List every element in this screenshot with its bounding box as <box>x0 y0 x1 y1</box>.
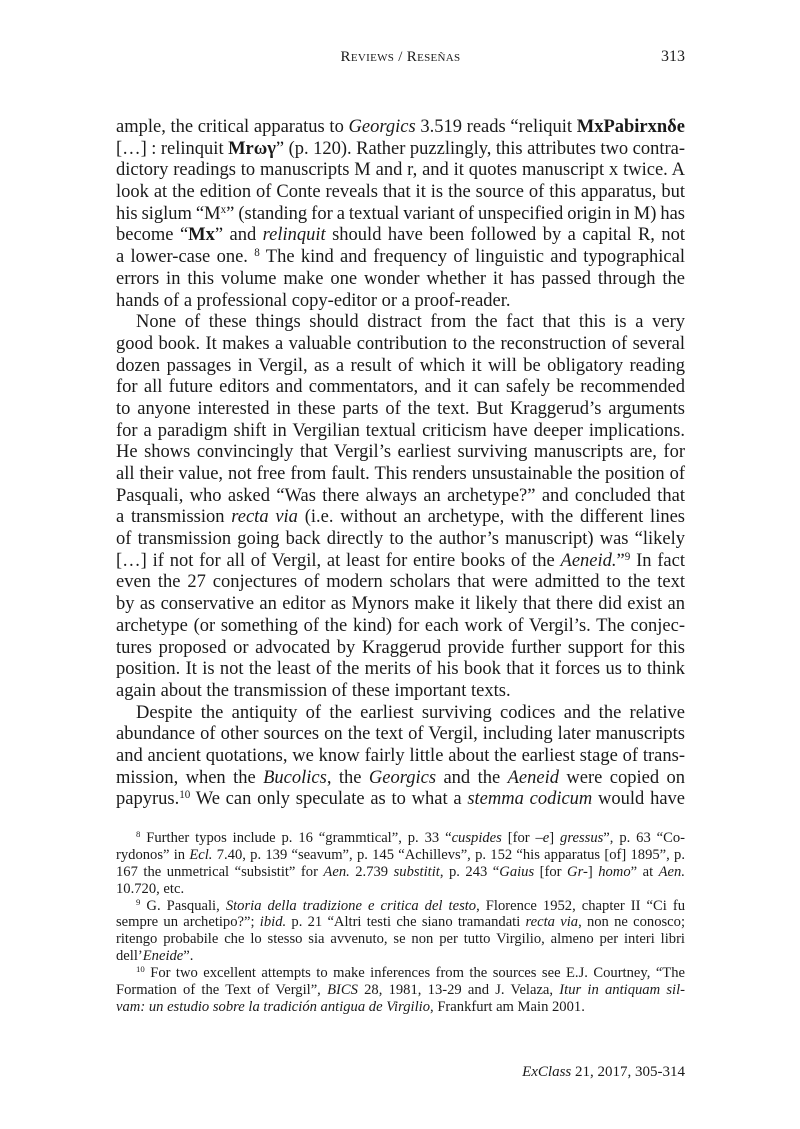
text-run: 3.519 reads “reliquit <box>415 117 577 137</box>
text-run: ” and <box>214 225 263 246</box>
italic-text: Gr- <box>567 863 588 880</box>
italic-text: recta via <box>231 507 298 528</box>
text-line <box>116 703 685 725</box>
text-run: of transmission going back directly to the author’s manuscript) was “likely <box>116 529 685 550</box>
text-run: p. 21 “Altri testi che siano tramandati <box>286 914 526 931</box>
text-run: even the 27 conjectures of modern scholars that were admitted to the text <box>116 572 685 593</box>
text-line <box>116 507 685 529</box>
text-run: ”. <box>183 948 194 965</box>
text-run: […] : relinquit <box>116 138 229 159</box>
text-run: become “ <box>116 225 189 246</box>
text-line <box>116 377 685 399</box>
text-run: rydonos” in <box>116 846 190 863</box>
body-text <box>116 117 685 811</box>
bold-text: Mx <box>188 225 215 246</box>
text-line <box>116 659 685 681</box>
italic-text: ibid. <box>259 914 287 931</box>
text-line <box>116 204 685 226</box>
text-run: tures proposed or advocated by Kraggerud provide further support for this <box>116 637 685 658</box>
text-line <box>116 442 685 464</box>
text-run: ] <box>587 863 599 880</box>
italic-text: cuspides <box>451 830 502 846</box>
text-line <box>116 464 685 486</box>
footnote-ref: 10 <box>179 789 191 802</box>
footnote <box>116 830 685 898</box>
text-run: He shows convincingly that Vergil’s earliest surviving manuscripts are, for <box>116 442 685 463</box>
italic-text: Aen. <box>323 863 350 880</box>
italic-text: Georgics <box>368 767 437 788</box>
text-line <box>116 999 685 1016</box>
text-run: 2.739 <box>349 863 394 880</box>
text-line <box>116 160 685 182</box>
text-run: For two excellent attempts to make inferences from the sources see E.J. Courtney, “The <box>144 965 685 982</box>
text-run: ” at <box>630 863 659 880</box>
text-run: good book. It makes a valuable contribution to the reconstruction of several <box>116 333 685 354</box>
text-run: 7.40, p. 139 “seavum”, p. 145 “Achillevs”, p. 152 “his apparatus [of] 1895”, p. <box>212 846 685 863</box>
text-line <box>116 594 685 616</box>
italic-text: stemma codicum <box>467 789 593 810</box>
footnote-ref: 9 <box>624 550 631 563</box>
text-line <box>116 931 685 948</box>
text-line <box>116 881 685 898</box>
footnote-ref: 9 <box>136 896 141 907</box>
italic-text: Itur in antiquam sil- <box>559 982 686 999</box>
text-run: 10.720, etc. <box>116 880 185 897</box>
text-run: to anyone interested in these parts of the text. But Kraggerud’s arguments <box>116 398 685 419</box>
text-line <box>116 399 685 421</box>
text-line <box>116 247 685 269</box>
text-run: look at the edition of Conte reveals that it is the source of this apparatus, but <box>116 182 685 203</box>
italic-text: Georgics <box>348 117 416 137</box>
text-line <box>116 746 685 768</box>
text-line <box>116 638 685 660</box>
text-line <box>116 225 685 247</box>
text-run: , p. 243 “ <box>439 863 500 880</box>
text-run: errors in this volume make one wonder whether it has passed through the <box>116 268 685 289</box>
text-line <box>116 965 685 982</box>
text-run: 167 the unmetrical “subsistit” for <box>116 863 324 880</box>
italic-text: Ecl. <box>189 846 213 863</box>
text-line <box>116 269 685 291</box>
text-run: ample, the critical apparatus to <box>116 117 349 137</box>
text-run: position. It is not the least of the merits of his book that it forces us to think <box>116 659 685 680</box>
italic-text: Aeneid <box>507 767 559 788</box>
text-line <box>116 616 685 638</box>
italic-text: e <box>542 830 550 846</box>
text-run: dozen passages in Vergil, as a result of which it will be obligatory reading <box>116 355 685 376</box>
footnote-ref: 8 <box>254 247 260 260</box>
text-run: We can only speculate as to what a <box>190 789 468 810</box>
italic-text: Storia della tradizione e critica del testo <box>225 897 477 914</box>
text-run: his siglum “M <box>116 203 221 224</box>
text-run: (i.e. without an archetype, with the different lines <box>297 507 685 528</box>
italic-text: Eneide <box>142 948 184 965</box>
text-line <box>116 847 685 864</box>
text-run: again about the transmission of these important texts. <box>116 680 511 701</box>
text-run: The kind and frequency of linguistic and typographical <box>259 247 685 268</box>
text-line <box>116 982 685 999</box>
paragraph <box>116 703 685 811</box>
text-run: ”, p. 63 “Co- <box>603 830 686 846</box>
text-run: hands of a professional copy-editor or a proof-reader. <box>116 290 511 311</box>
italic-text: vam: un estudio sobre la tradición antigua de Virgilio <box>116 998 431 1015</box>
text-line <box>116 529 685 551</box>
text-run: and the <box>436 767 508 788</box>
italic-text: homo <box>598 863 631 880</box>
text-run: Despite the antiquity of the earliest surviving codices and the relative <box>136 702 685 723</box>
text-run: ” (standing for a textual variant of unspecified origin in M) has <box>226 203 686 224</box>
text-run: None of these things should distract from the fact that this is a very <box>136 312 685 333</box>
text-run: [for – <box>501 830 543 846</box>
text-line <box>116 768 685 790</box>
text-run: Further typos include p. 16 “grammtical”, p. 33 “ <box>140 830 452 846</box>
text-run: 28, 1981, 13-29 and J. Velaza, <box>357 982 560 999</box>
text-line <box>116 830 685 847</box>
text-line <box>116 421 685 443</box>
text-line <box>116 291 685 313</box>
paragraph <box>116 117 685 312</box>
text-line <box>116 898 685 915</box>
text-line <box>116 681 685 703</box>
text-line <box>116 312 685 334</box>
text-run: ritengo probabile che lo stesso sia avvenuto, se non per tutto Virgilio, almeno per interi libri <box>116 931 685 948</box>
text-run: ” <box>616 550 625 571</box>
text-run: by as conservative an editor as Mynors make it likely that there did exist an <box>116 594 685 615</box>
text-run: abundance of other sources on the text of Vergil, including later manuscripts <box>116 724 685 745</box>
running-title: Reviews / Reseñas <box>340 49 461 65</box>
footnote-ref: 10 <box>136 964 145 975</box>
text-line <box>116 117 685 139</box>
paragraph <box>116 312 685 702</box>
italic-text: substitit <box>393 863 440 880</box>
footnote-ref: 8 <box>136 829 141 840</box>
text-run: mission, when the <box>116 767 264 788</box>
text-run: were copied on <box>558 767 685 788</box>
text-run: Pasquali, who asked “Was there always an archetype?” and concluded that <box>116 485 685 506</box>
text-run: , non ne conosco; <box>578 914 686 931</box>
text-run: would have <box>592 789 685 810</box>
footnote <box>116 965 685 1016</box>
text-run: archetype (or something of the kind) for each work of Vergil’s. The conjec- <box>116 615 685 636</box>
text-line <box>116 572 685 594</box>
text-run: all their value, not free from fault. This renders unsustainable the position of <box>116 464 685 484</box>
text-line <box>116 948 685 965</box>
italic-text: relinquit <box>262 225 326 246</box>
text-run: a lower-case one. <box>116 247 255 268</box>
italic-text: BICS <box>327 982 358 999</box>
text-line <box>116 356 685 378</box>
text-line <box>116 914 685 931</box>
text-run: for all future editors and commentators, and it can safely be recommended <box>116 377 685 398</box>
text-run: G. Pasquali, <box>140 897 226 914</box>
italic-text: Aen. <box>658 863 685 880</box>
text-run: Formation of the Text of Vergil”, <box>116 982 328 999</box>
italic-text: Gaius <box>499 863 535 880</box>
text-run: dictory readings to manuscripts M and r, and it quotes manuscript x twice. A <box>116 160 685 181</box>
running-header <box>116 46 685 68</box>
page-number: 313 <box>661 48 685 65</box>
text-line <box>116 334 685 356</box>
text-run: [for <box>534 863 568 880</box>
journal-footer <box>522 1062 685 1082</box>
text-run: , the <box>326 767 369 788</box>
text-run: should have been followed by a capital R, not <box>325 225 685 246</box>
italic-text: Bucolics <box>263 767 327 788</box>
footnote-ref: x <box>220 203 227 216</box>
text-run: for a paradigm shift in Vergilian textual criticism have deeper implications. <box>116 420 685 441</box>
text-line <box>116 139 685 161</box>
text-run: , Florence 1952, chapter II “Ci fu <box>476 897 686 914</box>
text-run: In fact <box>630 550 685 571</box>
text-run: , Frankfurt am Main 2001. <box>430 998 585 1015</box>
bold-text: MxPabirxnδe <box>576 117 685 137</box>
footnotes <box>116 830 685 1016</box>
text-run: dell’ <box>116 948 143 965</box>
italic-text: gressus <box>560 830 604 846</box>
text-run: ” (p. 120). Rather puzzlingly, this attributes two contra- <box>275 138 685 159</box>
text-line <box>116 182 685 204</box>
italic-text: recta via <box>525 914 579 931</box>
journal-citation: 21, 2017, 305-314 <box>571 1064 685 1080</box>
text-run: sempre un archetipo?”; <box>116 914 260 931</box>
footnote <box>116 898 685 966</box>
text-line <box>116 789 685 811</box>
text-line <box>116 724 685 746</box>
journal-name: ExClass <box>522 1064 572 1080</box>
text-line <box>116 864 685 881</box>
italic-text: Aeneid. <box>560 550 617 571</box>
text-line <box>116 551 685 573</box>
text-run: and ancient quotations, we know fairly little about the earliest stage of trans- <box>116 745 685 766</box>
text-run: a transmission <box>116 507 232 528</box>
bold-text: Mrωγ <box>228 138 276 159</box>
text-line <box>116 486 685 508</box>
text-run: ] <box>549 830 561 846</box>
text-run: […] if not for all of Vergil, at least for entire books of the <box>116 550 561 571</box>
text-run: papyrus. <box>116 789 180 810</box>
